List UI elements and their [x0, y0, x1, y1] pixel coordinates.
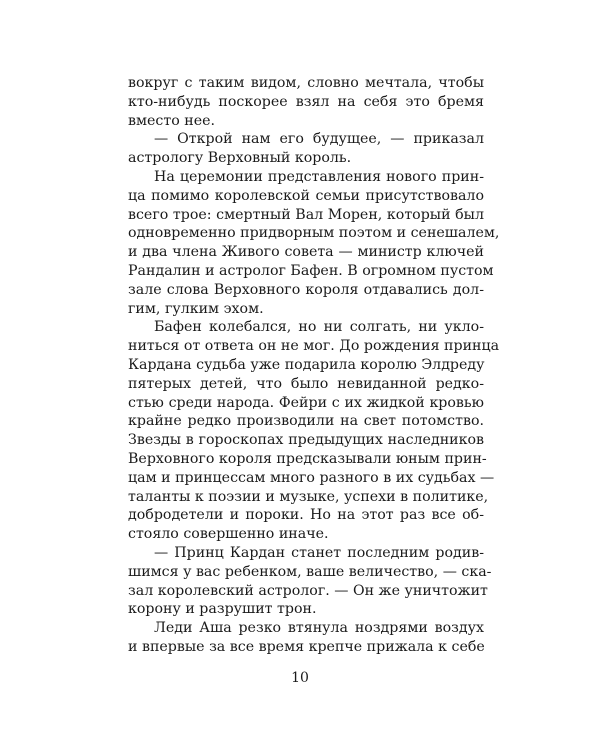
text-line: Звезды в гороскопах предыдущих наследников: [128, 432, 484, 449]
text-line: — Принц Кардан станет последним родив-: [154, 545, 484, 561]
text-line: ниться от ответа он не мог. До рождения принца: [128, 338, 500, 355]
text-line: цам и принцессам много разного в их судьбах —: [128, 469, 495, 486]
text-line: вместо нее.: [128, 112, 216, 129]
text-line: Верховного короля предсказывали юным прин-: [128, 451, 487, 467]
text-line: крайне редко производили на свет потомство.: [128, 413, 484, 430]
text-line: вокруг с таким видом, словно мечтала, чтобы: [128, 75, 484, 91]
text-line: На церемонии представления нового прин-: [154, 169, 484, 185]
text-line: всего трое: смертный Вал Морен, который был: [128, 206, 484, 223]
text-line: — Открой нам его будущее, — приказал: [154, 131, 484, 148]
text-line: зал королевский астролог. — Он же уничтожит: [128, 582, 488, 599]
text-line: зале слова Верховного короля отдавались дол-: [128, 281, 484, 298]
text-line: таланты к поэзии и музыке, успехи в политике,: [128, 488, 489, 505]
text-line: и два члена Живого совета — министр ключей: [128, 244, 484, 261]
text-line: астрологу Верховный король.: [128, 150, 352, 167]
text-line: стояло совершенно иначе.: [128, 526, 329, 543]
text-line: Бафен колебался, но ни солгать, ни укло-: [154, 319, 484, 336]
text-line: кто-нибудь поскорее взял на себя это бремя: [128, 93, 484, 110]
text-line: и впервые за все время крепче прижала к себе: [128, 639, 485, 655]
text-line: Рандалин и астролог Бафен. В огромном пустом: [128, 263, 494, 279]
text-line: гим, гулким эхом.: [128, 300, 264, 317]
text-line: Кардана судьба уже подарила королю Элдреду: [128, 357, 485, 373]
text-line: Леди Аша резко втянула ноздрями воздух: [154, 620, 484, 637]
page-number: 10: [291, 670, 309, 686]
text-line: корону и разрушит трон.: [128, 601, 317, 618]
text-line: шимся у вас ребенком, ваше величество, — ска-: [128, 563, 492, 580]
text-line: стью среди народа. Фейри с их жидкой кровью: [128, 394, 484, 411]
text-line: ца помимо королевской семьи присутствовало: [128, 187, 484, 204]
text-line: пятерых детей, что было невиданной редко-: [128, 375, 484, 392]
text-line: добродетели и пороки. Но на этот раз все об-: [128, 507, 484, 524]
text-line: одновременно придворным поэтом и сенешалем,: [128, 225, 500, 242]
